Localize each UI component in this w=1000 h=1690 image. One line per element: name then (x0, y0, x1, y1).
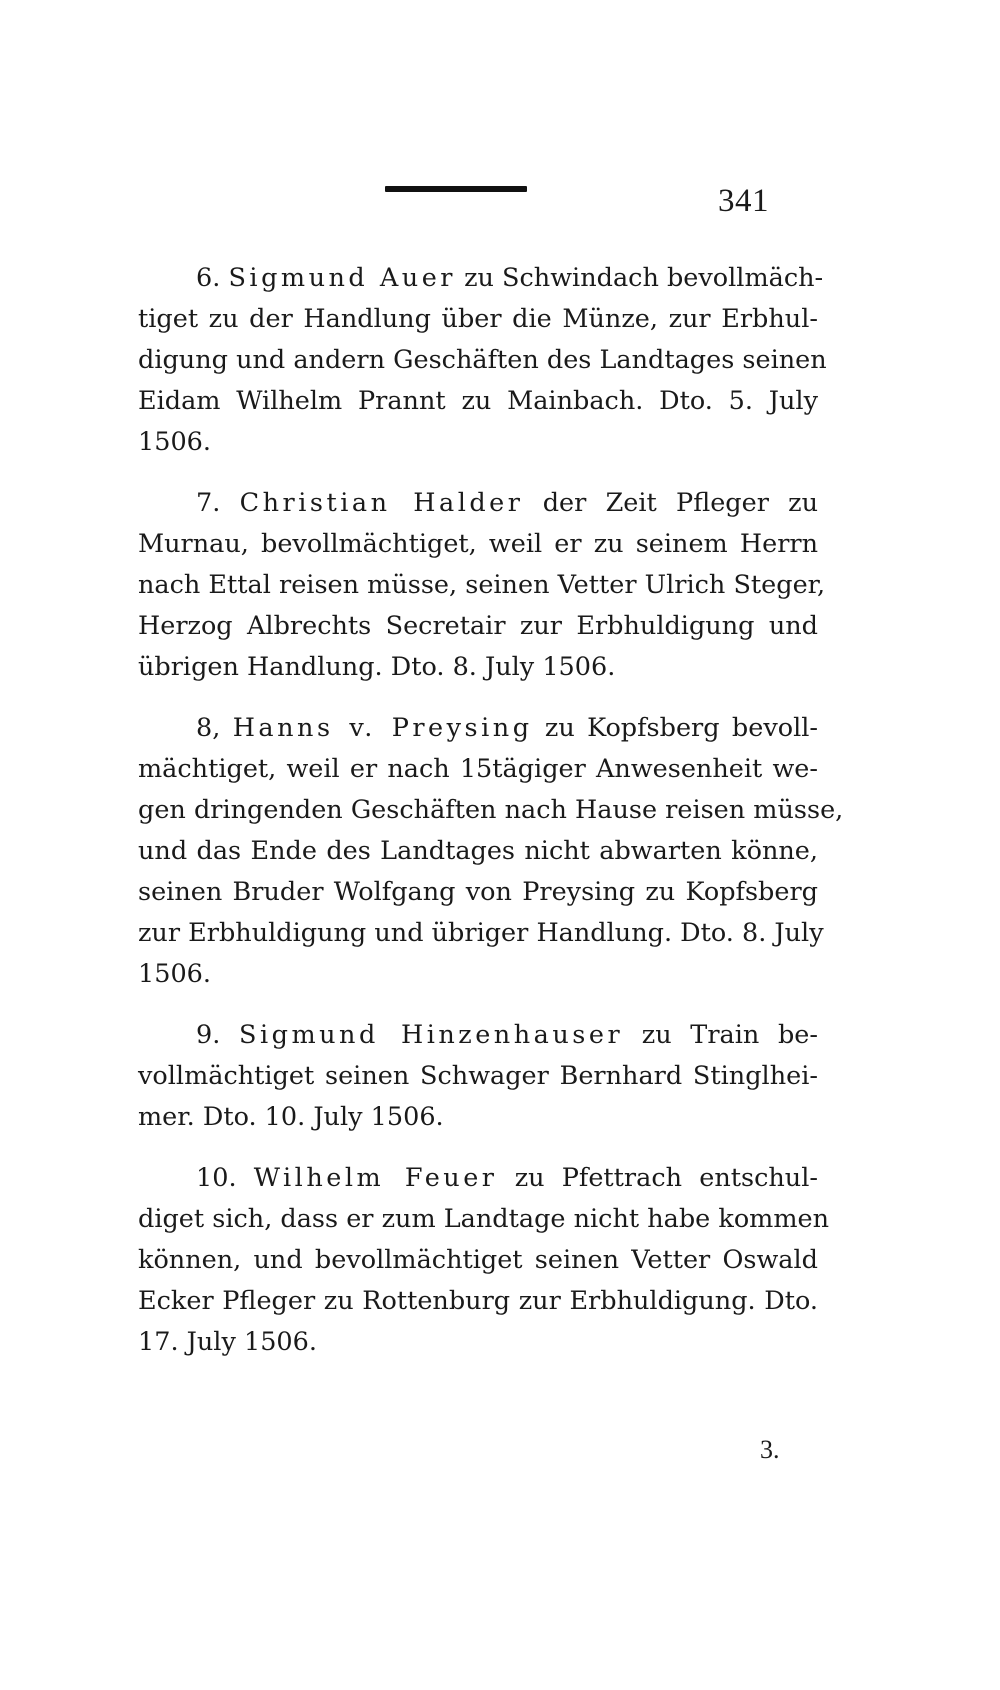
entry-line: übrigen Handlung. Dto. 8. July 1506. (138, 652, 616, 682)
entry-line: mächtiget, weil er nach 15tägiger Anwesenheit we- (138, 754, 818, 784)
entries-list (138, 258, 844, 1383)
entry-line: 17. July 1506. (138, 1327, 317, 1357)
entry-name: Sigmund Hinzenhauser (239, 1020, 624, 1050)
entry-line: tiget zu der Handlung über die Münze, zur Erbhul- (138, 304, 818, 334)
entry-line: 1506. (138, 427, 212, 457)
entry-10 (138, 1158, 830, 1363)
entry-line: zu Pfettrach entschul- (514, 1163, 818, 1193)
entry-first-line (138, 258, 824, 299)
entry-7 (138, 483, 826, 688)
entry-number: 8, (196, 713, 221, 743)
entry-number: 7. (196, 488, 221, 518)
entry-line: zu Schwindach bevollmäch- (464, 263, 824, 293)
entry-line: nach Ettal reisen müsse, seinen Vetter Ulrich Steger, (138, 570, 826, 600)
entry-line: 1506. (138, 959, 212, 989)
entry-first-line (138, 1158, 818, 1199)
entry-name: Wilhelm Feuer (253, 1163, 498, 1193)
entry-line: Herzog Albrechts Secretair zur Erbhuldigung und (138, 611, 818, 641)
entry-line: zu Train be- (641, 1020, 818, 1050)
entry-line: digung und andern Geschäften des Landtages seinen (138, 345, 827, 375)
entry-8 (138, 708, 844, 995)
entry-name: Christian Halder (239, 488, 524, 518)
entry-line: zu Kopfsberg bevoll- (544, 713, 819, 743)
entry-first-line (138, 708, 818, 749)
entry-number: 10. (196, 1163, 237, 1193)
entry-line: mer. Dto. 10. July 1506. (138, 1102, 444, 1132)
entry-line: seinen Bruder Wolfgang von Preysing zu Kopfsberg (138, 877, 818, 907)
header-rule (385, 186, 527, 192)
entry-line: diget sich, dass er zum Landtage nicht habe kommen (138, 1204, 830, 1234)
entry-line: Murnau, bevollmächtiget, weil er zu seinem Herrn (138, 529, 818, 559)
entry-line: können, und bevollmächtiget seinen Vetter Oswald (138, 1245, 818, 1275)
entry-line: zur Erbhuldigung und übriger Handlung. Dto. 8. July (138, 918, 824, 948)
entry-6 (138, 258, 827, 463)
entry-name: Sigmund Auer (228, 263, 456, 293)
entry-9 (138, 1015, 818, 1138)
entry-first-line (138, 1015, 818, 1056)
entry-line: gen dringenden Geschäften nach Hause reisen müsse, (138, 795, 844, 825)
entry-number: 9. (196, 1020, 221, 1050)
entry-first-line (138, 483, 818, 524)
entry-line: Ecker Pfleger zu Rottenburg zur Erbhuldigung. Dto. (138, 1286, 818, 1316)
page-number: 341 (718, 183, 769, 219)
entry-line: Eidam Wilhelm Prannt zu Mainbach. Dto. 5. July (138, 386, 818, 416)
entry-line: und das Ende des Landtages nicht abwarten könne, (138, 836, 818, 866)
catchword: 3. (760, 1435, 780, 1464)
entry-line: der Zeit Pfleger zu (542, 488, 819, 518)
entry-line: vollmächtiget seinen Schwager Bernhard Stinglhei- (138, 1061, 818, 1091)
entry-number: 6. (196, 263, 221, 293)
entry-name: Hanns v. Preysing (232, 713, 533, 743)
